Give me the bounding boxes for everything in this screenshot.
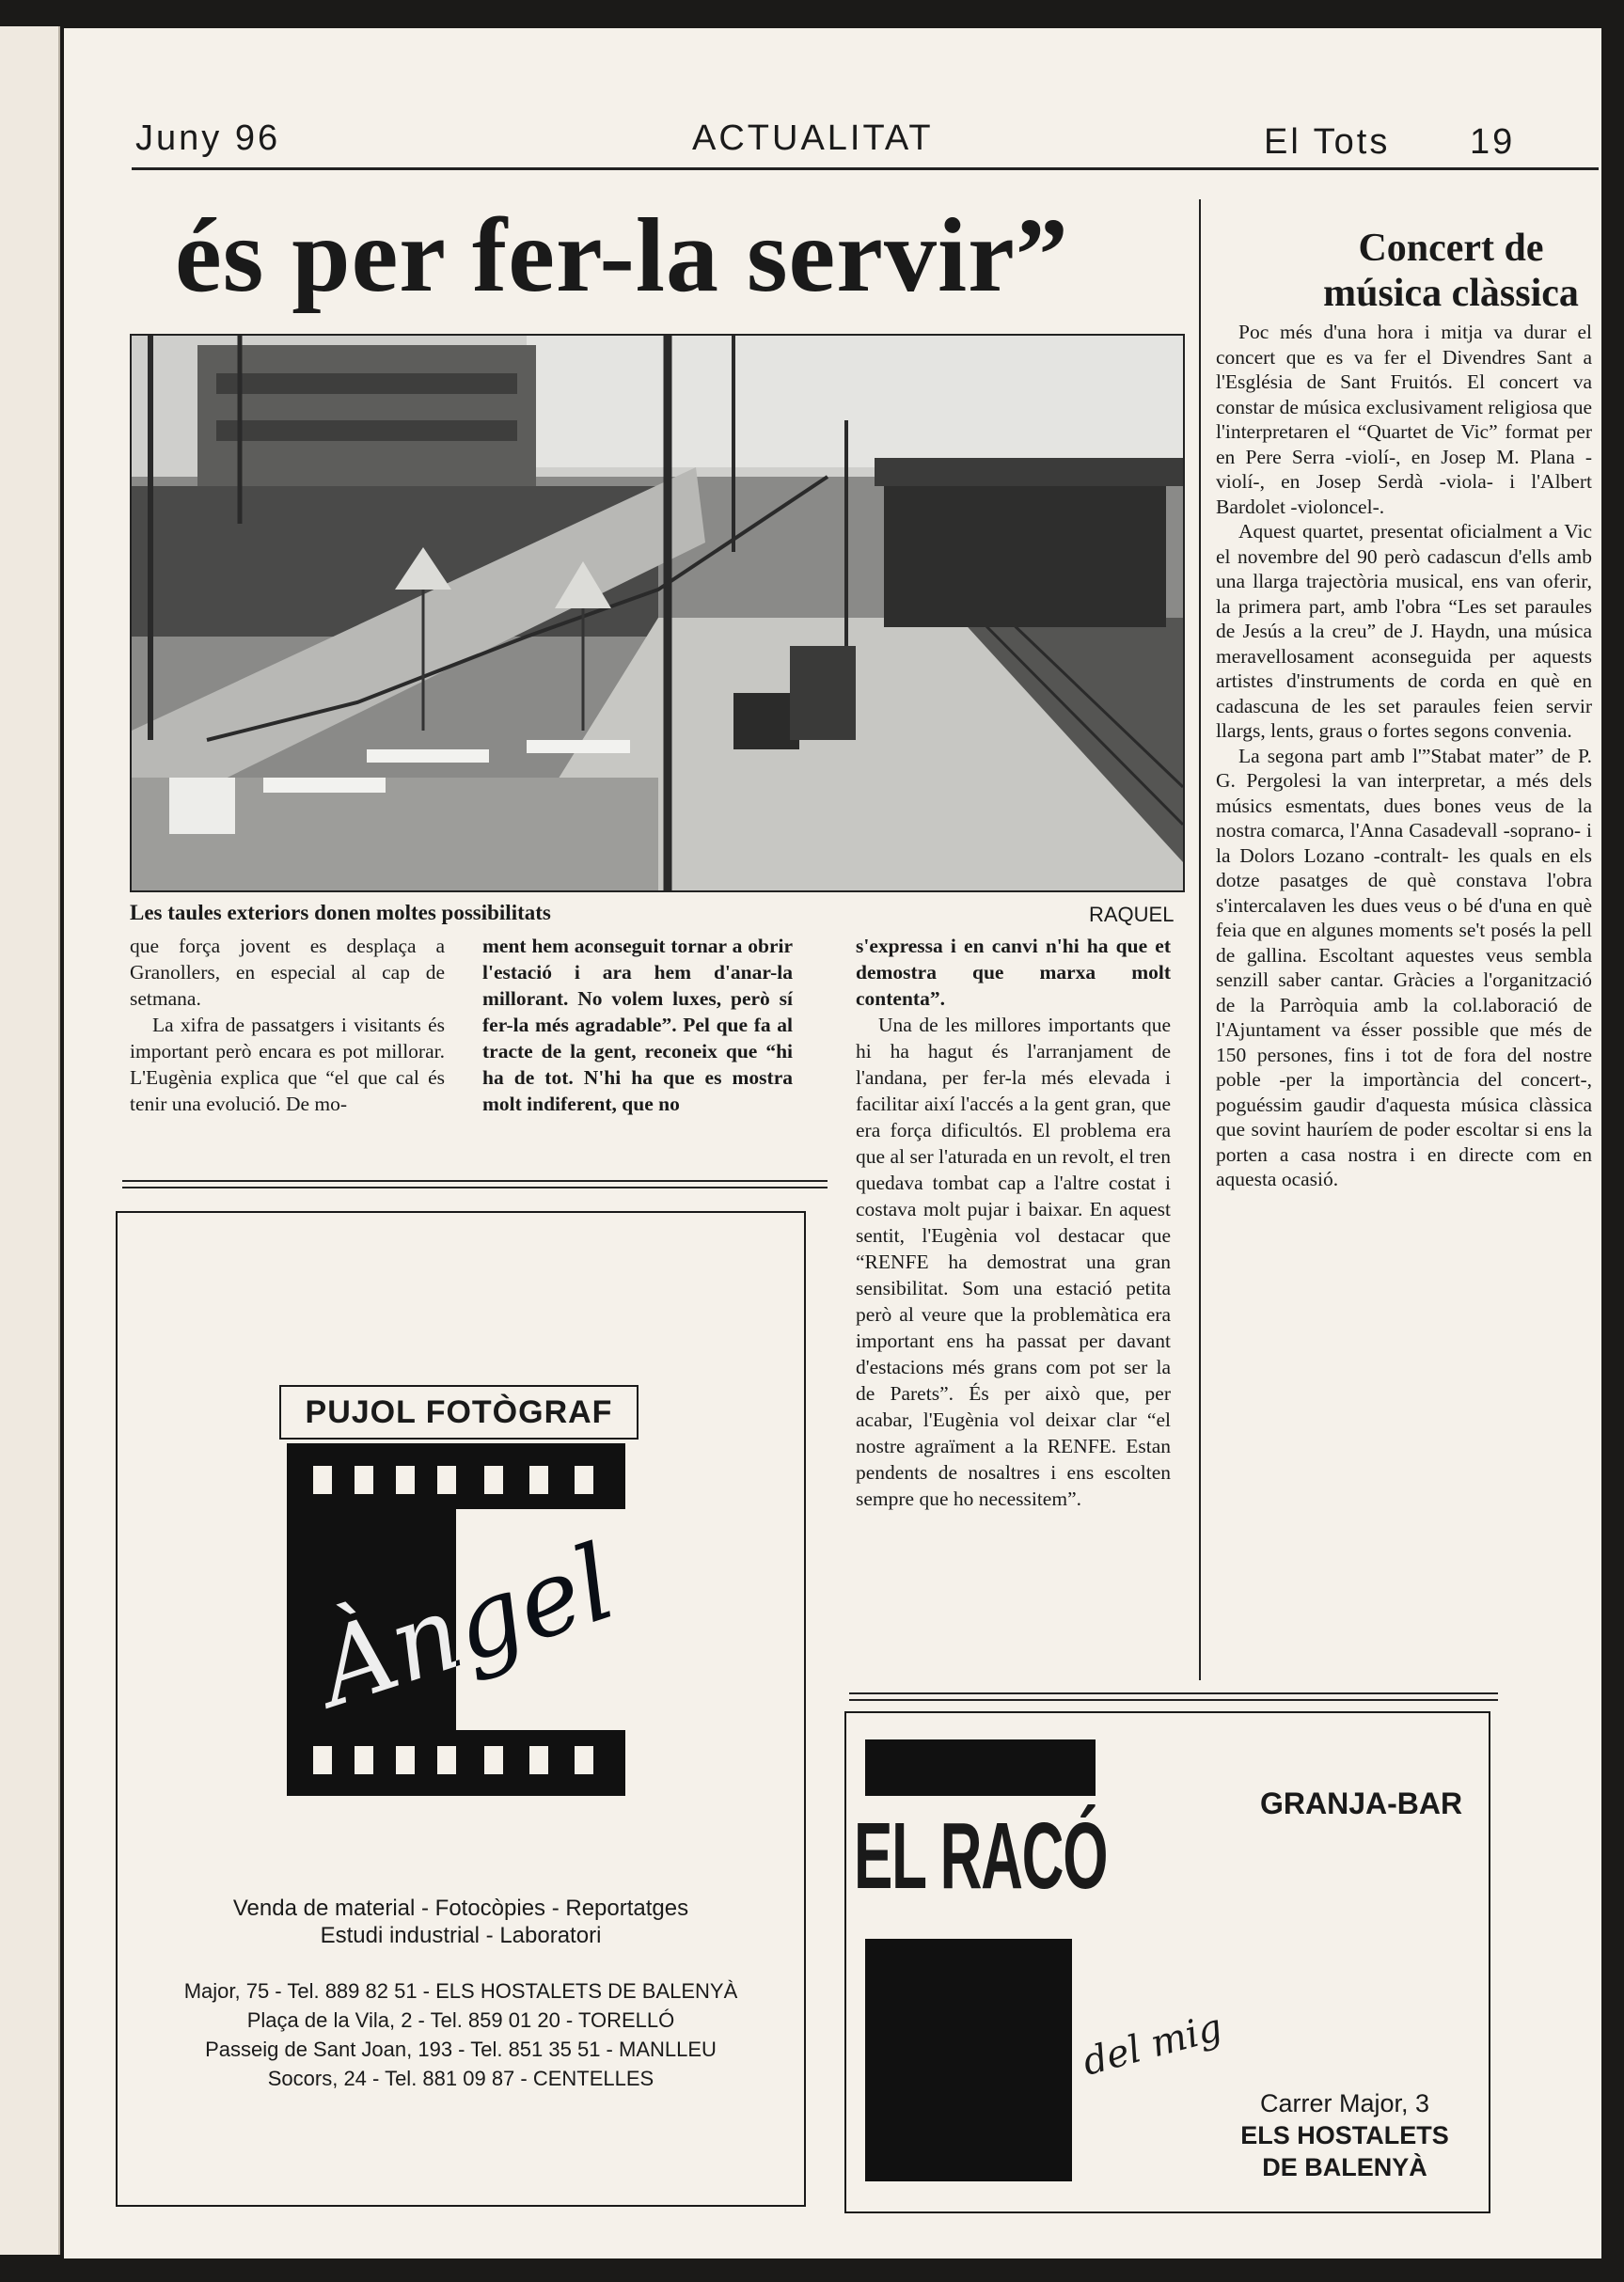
ad-address-line: Socors, 24 - Tel. 881 09 87 - CENTELLES — [267, 2067, 654, 2090]
header-date: Juny 96 — [135, 118, 281, 158]
article-paragraph: que força jovent es desplaça a Granollers, en especial al cap de setmana. — [130, 935, 445, 1010]
sidebar-title — [1277, 226, 1624, 316]
ad-raco-address — [1204, 2087, 1486, 2183]
sidebar-title-line: música clàssica — [1323, 272, 1579, 315]
sidebar-title-line: Concert de — [1358, 227, 1544, 270]
logo-block-bottom — [865, 1939, 1072, 2181]
raco-logo-main: EL RACÓ — [854, 1803, 1108, 1909]
article-paragraph: s'expressa i en canvi n'hi ha que et demostra que marxa molt contenta”. — [856, 935, 1171, 1010]
header-publication: El Tots — [1264, 122, 1391, 162]
ad-address-line: Plaça de la Vila, 2 - Tel. 859 01 20 - TORELLÓ — [246, 2008, 675, 2032]
header-section: ACTUALITAT — [692, 118, 934, 158]
ad-rule — [849, 1692, 1498, 1694]
ad-services — [118, 1895, 804, 1949]
raco-logo-sub: del mig — [1078, 2006, 1227, 2085]
article-column-2 — [482, 933, 793, 1117]
ad-brand: PUJOL FOTÒGRAF — [279, 1385, 639, 1440]
ad-rule — [122, 1187, 828, 1188]
header-rule — [132, 167, 1599, 170]
sidebar-paragraph: Poc més d'una hora i mitja va durar el concert que es va fer el Divendres Sant a l'Església de Sant Fruitós. El concert va constar de música exclusivament religiosa que l'interpretaren el “Quartet de Vic” format per en Pere Serra -violí-, en Josep M. Plana -violí-, en Josep Serdà -viola- i l'Albert Bardolet -violoncel-. — [1216, 321, 1592, 518]
ad-addresses — [118, 1976, 804, 2093]
film-strip-logo — [287, 1443, 628, 1796]
el-raco-del-mig-ad — [844, 1711, 1490, 2213]
pujol-fotograf-ad — [116, 1211, 806, 2207]
article-column-1 — [130, 933, 445, 1117]
ad-raco-address-line: Carrer Major, 3 — [1259, 2089, 1430, 2117]
ad-raco-address-line: ELS HOSTALETS — [1240, 2121, 1449, 2149]
ad-address-line: Passeig de Sant Joan, 193 - Tel. 851 35 51 - MANLLEU — [205, 2038, 717, 2061]
article-column-3 — [856, 933, 1171, 1512]
photo-caption: Les taules exteriors donen moltes possibilitats — [130, 901, 551, 924]
ad-business-type: GRANJA-BAR — [1260, 1786, 1463, 1820]
ad-raco-address-line: DE BALENYÀ — [1262, 2153, 1427, 2181]
header-page-number: 19 — [1470, 122, 1516, 162]
ad-rule — [849, 1699, 1498, 1701]
photo-credit: RAQUEL — [1089, 903, 1175, 926]
article-paragraph: Una de les millores importants que hi ha hagut és l'arranjament de l'andana, per fer-la més elevada i facilitar així l'accés a la gent gran, que era força dificultós. El problema era que al ser l'aturada en un revolt, el tren quedava tombat cap a l'altre costat i costava molt pujar i baixar. En aquest sentit, l'Eugènia vol destacar que “RENFE ha demostrat una gran sensibilitat. Som una estació petita però al veure que la problemàtica era important ens ha passat per davant d'estacions més grans com pot ser la de Parets”. És per això que, per acabar, l'Eugènia vol deixar clar “el nostre agraïment a la RENFE. Estan pendents de nosaltres i ens escolten sempre que ho necessitem”. — [856, 1014, 1171, 1510]
station-photo — [130, 334, 1185, 892]
logo-bar-top — [865, 1739, 1096, 1796]
ad-logo-signature: Àngel — [304, 1521, 628, 1730]
ad-address-line: Major, 75 - Tel. 889 82 51 - ELS HOSTALETS DE BALENYÀ — [183, 1979, 738, 2003]
column-divider — [1199, 199, 1201, 1680]
ad-services-line: Estudi industrial - Laboratori — [320, 1923, 602, 1948]
ad-rule — [122, 1180, 828, 1182]
photo-image — [132, 336, 1183, 890]
sidebar-body — [1216, 320, 1592, 1192]
ad-services-line: Venda de material - Fotocòpies - Reportatges — [232, 1896, 689, 1921]
article-paragraph: ment hem aconseguit tornar a obrir l'estació i ara hem d'anar-la millorant. No volem luxes, però sí fer-la més agradable”. Pel que fa al tracte de la gent, reconeix que “hi ha de tot. N'hi ha que es mostra molt indiferent, que no — [482, 935, 793, 1115]
newspaper-page — [64, 28, 1601, 2258]
facing-page-edge — [0, 26, 60, 2255]
sidebar-paragraph: La segona part amb l'”Stabat mater” de P. G. Pergolesi la van interpretar, a més dels músics esmentats, dues bones veus de la nostra comarca, l'Anna Casadevall -soprano- i la Dolors Lozano -contralt- les quals en els dotze pasatges de què constava l'obra s'intercalaven les dues veus o bé d'una en què feia que en algunes moments se't posés la pell de gallina. Escoltant aquestes veus sembla senzill saber cantar. Gràcies a l'organització de la Parròquia amb la col.laboració de l'Ajuntament va ésser possible que més de 150 persones, fins i tot de fora del nostre poble -per la importància del concert-, poguéssim gaudir d'aquesta música clàssica que sovint hauríem de poder escoltar si ens la porten a casa nostra i en directe com en aquesta ocasió. — [1216, 744, 1592, 1190]
sidebar-paragraph: Aquest quartet, presentat oficialment a Vic el novembre del 90 però cadascun d'ells amb una llarga trajectòria musical, ens van oferir, la primera part, amb l'obra “Les set paraules de Jesús a la creu” de J. Haydn, una música meravellosament aconseguida per aquests artistes d'instruments de corda en què en cadascuna de les set paraules feien servir llargs, lents, graus o fortes segons convenia. — [1216, 520, 1592, 742]
headline: és per fer-la servir” — [175, 197, 1069, 314]
article-paragraph: La xifra de passatgers i visitants és important però encara es pot millorar. L'Eugènia explica que “el que cal és tenir una evolució. De mo- — [130, 1014, 445, 1115]
